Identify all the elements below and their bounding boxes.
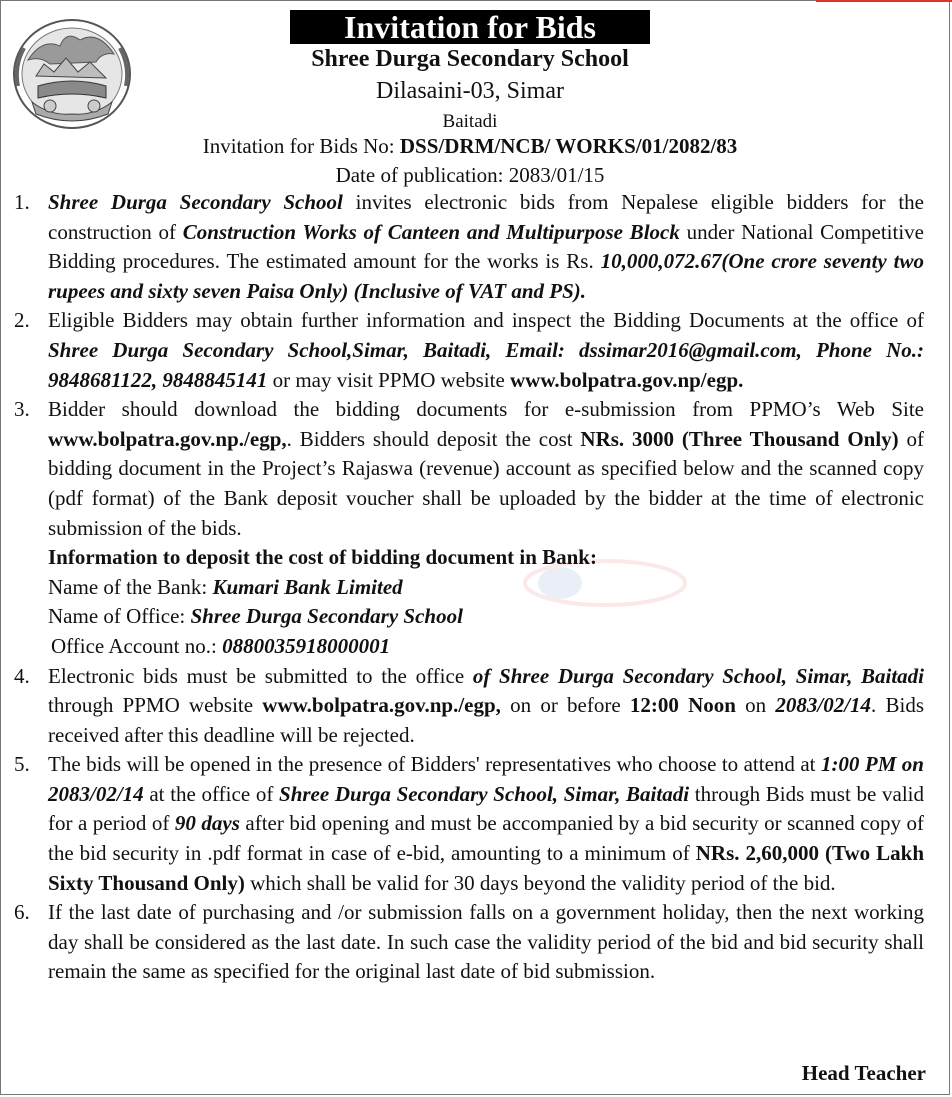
item-number: 4. (14, 663, 30, 688)
item-2 (14, 306, 924, 395)
item-text: at the office of (143, 781, 280, 806)
item-text: on (735, 693, 776, 718)
bank-info (14, 543, 924, 661)
item-number: 3. (14, 397, 30, 422)
item-6 (14, 898, 924, 987)
account-value: 0880035918000001 (222, 633, 391, 658)
item-text: NRs. 3000 (Three Thousand Only) (580, 426, 899, 451)
item-text: Bidder should download the bidding documents for e-submission from PPMO’s Web Site (48, 397, 924, 422)
notice-body (14, 188, 924, 987)
item-text: www.bolpatra.gov.np/egp. (510, 367, 744, 392)
item-text: which shall be valid for 30 days beyond the validity period of the bid. (244, 870, 836, 895)
address-line: Dilasaini-03, Simar (376, 78, 564, 104)
item-text: The bids will be opened in the presence of Bidders' representatives who choose to attend at (48, 752, 821, 777)
item-text: Shree Durga Secondary School, Simar, Baitadi (279, 781, 690, 806)
item-number: 5. (14, 752, 30, 777)
item-number: 6. (14, 900, 30, 925)
item-1 (14, 188, 924, 306)
item-text: Eligible Bidders may obtain further information and inspect the Bidding Documents at the office of (48, 308, 924, 333)
office-name-value: Shree Durga Secondary School (190, 604, 463, 629)
item-text: . Bidders should deposit the cost (286, 426, 581, 451)
notice-title: Invitation for Bids (290, 10, 650, 44)
district-line: Baitadi (442, 111, 498, 132)
item-text: www.bolpatra.gov.np./egp, (48, 426, 287, 451)
office-name-row (48, 602, 924, 632)
item-text: Shree Durga Secondary School,Simar, Baitadi, Email: dssimar2016@gmail.com, Phone No.: 9848681122, 9848845141 (48, 337, 924, 392)
item-text: of bidding document in the Project’s Rajaswa (revenue) account as specified below and the scanned copy (pdf format) of the Bank deposit voucher shall be uploaded by the bidder at the time of electronic submission of the bids. (48, 426, 925, 540)
item-text: . Bids received after this deadline will be rejected. (48, 693, 925, 747)
account-row (48, 632, 924, 662)
item-text: of Shree Durga Secondary School, Simar, Baitadi (472, 663, 925, 688)
item-text: 1:00 PM on 2083/02/14 (48, 752, 924, 806)
bid-number: DSS/DRM/NCB/ WORKS/01/2082/83 (399, 134, 738, 158)
item-text: or may visit PPMO website (267, 367, 511, 392)
item-text: NRs. 2,60,000 (Two Lakh Sixty Thousand Only) (48, 841, 924, 895)
school-name: Shree Durga Secondary School (311, 46, 629, 72)
notice-items-continued (14, 662, 924, 988)
bid-number-line (0, 134, 940, 159)
bank-name-label: Name of the Bank: (48, 574, 213, 599)
item-text: after bid opening and must be accompanied by a bid security or scanned copy of the bid security in .pdf format in case of e-bid, amounting to a minimum of (48, 811, 924, 866)
top-accent-line (816, 0, 952, 2)
item-text: 12:00 Noon (629, 693, 736, 718)
bid-number-label: Invitation for Bids No: (202, 134, 395, 158)
bank-name-row (48, 573, 924, 603)
item-text: invites electronic bids from Nepalese eligible bidders for the construction of (48, 190, 924, 244)
notice-items (14, 188, 924, 543)
item-number: 1. (14, 190, 30, 214)
item-text: on or before (500, 693, 630, 718)
item-text: 90 days (174, 811, 240, 836)
bank-info-heading: Information to deposit the cost of bidding document in Bank: (48, 545, 597, 570)
item-3 (14, 395, 924, 543)
item-text: Shree Durga Secondary School (48, 190, 343, 214)
item-5 (14, 750, 924, 898)
item-4 (14, 662, 924, 751)
item-text: www.bolpatra.gov.np./egp, (262, 693, 501, 718)
item-text: Electronic bids must be submitted to the office (48, 663, 473, 688)
bank-name-value: Kumari Bank Limited (212, 574, 403, 599)
item-text: 2083/02/14 (775, 693, 872, 718)
office-name-label: Name of Office: (48, 604, 191, 629)
item-text: If the last date of purchasing and /or submission falls on a government holiday, then the next working day shall be considered as the last date. In such case the validity period of the bid and bid security shall remain the same as specified for the original last date of bid submission. (48, 900, 924, 984)
item-text: through PPMO website (48, 693, 263, 718)
account-label: Office Account no.: (51, 633, 223, 658)
publication-date: Date of publication: 2083/01/15 (335, 163, 605, 187)
item-text: under National Competitive Bidding procedures. The estimated amount for the works is Rs. (48, 219, 925, 274)
item-text: 10,000,072.67(One crore seventy two rupees and sixty seven Paisa Only) (Inclusive of VAT and PS). (48, 249, 924, 303)
item-number: 2. (14, 308, 30, 333)
signature: Head Teacher (801, 1061, 926, 1085)
item-text: Construction Works of Canteen and Multipurpose Block (182, 219, 680, 244)
item-text: through Bids must be valid for a period of (48, 781, 924, 836)
